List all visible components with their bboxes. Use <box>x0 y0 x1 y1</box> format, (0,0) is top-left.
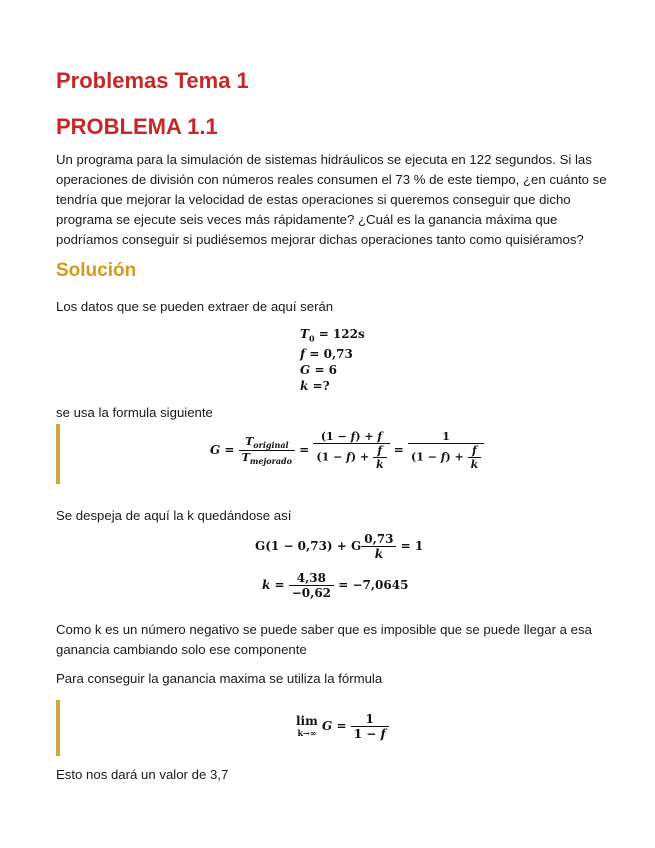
time-ratio-fraction: $\frac{T_{original}}{T_{mejorado}}$ <box>239 435 295 466</box>
amdahl-fraction: (1 − f) + f (1 − f) + $\frac{f}{k}$ <box>313 430 389 471</box>
quote-bar <box>56 700 60 756</box>
given-data-equations <box>300 326 365 394</box>
quote-bar <box>56 424 60 484</box>
como-paragraph: Como k es un número negativo se puede saber que es imposible que se puede llegar a esa ganancia cambiando solo ese componente <box>56 622 592 657</box>
limit-formula: lim k→∞ G = $\frac{1}{1 - f}$ <box>296 712 389 741</box>
problem-statement: Un programa para la simulación de sistemas hidráulicos se ejecuta en 122 segundos. Si las operaciones de división con números reales consumen el 73 % de este tiempo, ¿en cuánto se tendría que mejorar la velocidad de estas operaciones si queremos conseguir que dicho programa se ejecute seis veces más rápidamente? ¿Cuál es la ganancia máxima que podríamos conseguir si pudiésemos mejorar dichas operaciones tanto como quisiéramos? <box>56 152 607 247</box>
problem-heading: PROBLEMA 1.1 <box>56 114 218 139</box>
gain-formula: G = $\frac{T_{original}}{T_{mejorado}}$ = (1 − f) + f (1 − f) + $\frac{f}{k}$ = 1 (1 − f) + $\frac{f}{k}$ <box>210 430 484 471</box>
page-title: Problemas Tema 1 <box>56 68 249 93</box>
despeja-paragraph: Se despeja de aquí la k quedándose así <box>56 508 292 523</box>
simplified-fraction: 1 (1 − f) + $\frac{f}{k}$ <box>408 430 484 471</box>
datos-paragraph: Los datos que se pueden extraer de aquí serán <box>56 299 334 314</box>
solve-equation: G(1 − 0,73) + G $\frac{0,73}{k}$ = 1 <box>255 532 424 561</box>
t0-line: $T_0 = 122s$ <box>300 327 365 344</box>
esto-paragraph: Esto nos dará un valor de 3,7 <box>56 767 229 782</box>
para-paragraph: Para conseguir la ganancia maxima se utiliza la fórmula <box>56 671 383 686</box>
k-result-equation: k = $\frac{4,38}{-0,62}$ = −7,0645 <box>262 571 409 600</box>
k-line: k =? <box>300 379 330 394</box>
g-line: G = 6 <box>300 363 338 378</box>
formula-intro: se usa la formula siguiente <box>56 405 213 420</box>
f-line: f = 0,73 <box>300 347 353 362</box>
solution-heading: Solución <box>56 260 137 281</box>
